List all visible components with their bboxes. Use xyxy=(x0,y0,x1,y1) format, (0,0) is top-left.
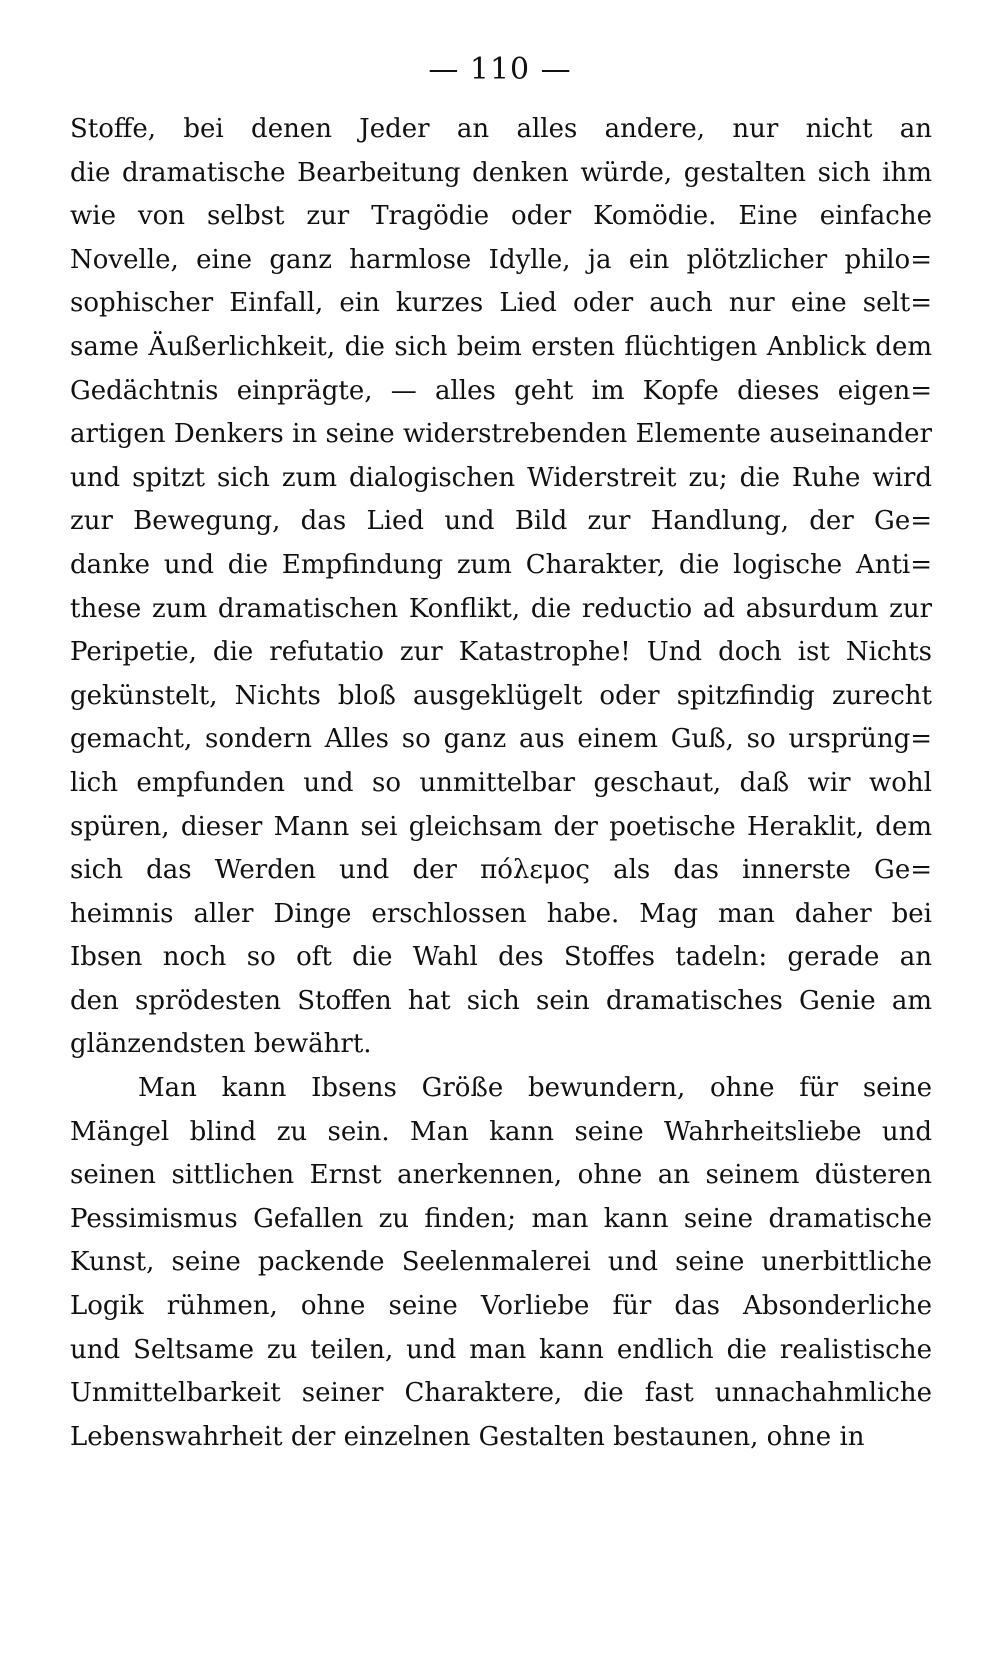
text-line: artigen Denkers in seine widerstrebenden Elemente auseinander xyxy=(70,419,932,450)
text-line: wie von selbst zur Tragödie oder Komödie. Eine einfache xyxy=(70,201,932,232)
paragraph xyxy=(70,1067,932,1459)
text-line: gekünstelt, Nichts bloß ausgeklügelt oder spitzfindig zurecht xyxy=(70,680,932,711)
text-line: heimnis aller Dinge erschlossen habe. Mag man daher bei xyxy=(70,898,932,929)
body-text xyxy=(70,108,932,1459)
text-line: und Seltsame zu teilen, und man kann endlich die realistische xyxy=(70,1334,932,1365)
text-line: Peripetie, die refutatio zur Katastrophe! Und doch ist Nichts xyxy=(70,637,932,668)
page-number: — 110 — xyxy=(428,52,572,87)
text-line: und spitzt sich zum dialogischen Widerstreit zu; die Ruhe wird xyxy=(70,462,932,493)
text-line: die dramatische Bearbeitung denken würde, gestalten sich ihm xyxy=(70,157,932,188)
text-line: glänzendsten bewährt. xyxy=(70,1029,372,1060)
text-line: gemacht, sondern Alles so ganz aus einem Guß, so ursprüng= xyxy=(70,724,932,755)
text-line: zur Bewegung, das Lied und Bild zur Handlung, der Ge= xyxy=(70,506,932,537)
paragraph xyxy=(70,108,932,1067)
text-line: danke und die Empfindung zum Charakter, die logische Anti= xyxy=(70,549,932,580)
text-line: Man kann Ibsens Größe bewundern, ohne für seine xyxy=(138,1073,932,1104)
text-line: lich empfunden und so unmittelbar geschaut, daß wir wohl xyxy=(70,767,932,798)
text-line: sich das Werden und der πόλεμος als das innerste Ge= xyxy=(70,855,932,886)
text-line: seinen sittlichen Ernst anerkennen, ohne an seinem düsteren xyxy=(70,1160,932,1191)
text-line: Logik rühmen, ohne seine Vorliebe für das Absonderliche xyxy=(70,1291,932,1322)
text-line: Stoffe, bei denen Jeder an alles andere, nur nicht an xyxy=(70,114,932,144)
text-line: Unmittelbarkeit seiner Charaktere, die fast unnachahmliche xyxy=(70,1378,932,1409)
text-line: sophischer Einfall, ein kurzes Lied oder auch nur eine selt= xyxy=(70,288,932,319)
text-line: den sprödesten Stoffen hat sich sein dramatisches Genie am xyxy=(70,985,932,1016)
text-line: Gedächtnis einprägte, — alles geht im Kopfe dieses eigen= xyxy=(70,375,932,406)
text-line: same Äußerlichkeit, die sich beim ersten flüchtigen Anblick dem xyxy=(70,331,932,362)
text-line: Kunst, seine packende Seelenmalerei und seine unerbittliche xyxy=(70,1247,932,1278)
text-line: these zum dramatischen Konflikt, die reductio ad absurdum zur xyxy=(70,593,932,624)
text-line: Lebenswahrheit der einzelnen Gestalten bestaunen, ohne in xyxy=(70,1421,865,1452)
text-line: spüren, dieser Mann sei gleichsam der poetische Heraklit, dem xyxy=(70,811,932,842)
text-line: Pessimismus Gefallen zu finden; man kann seine dramatische xyxy=(70,1203,932,1234)
text-line: Ibsen noch so oft die Wahl des Stoffes tadeln: gerade an xyxy=(70,942,932,973)
text-line: Mängel blind zu sein. Man kann seine Wahrheitsliebe und xyxy=(70,1116,932,1147)
text-line: Novelle, eine ganz harmlose Idylle, ja ein plötzlicher philo= xyxy=(70,244,932,275)
